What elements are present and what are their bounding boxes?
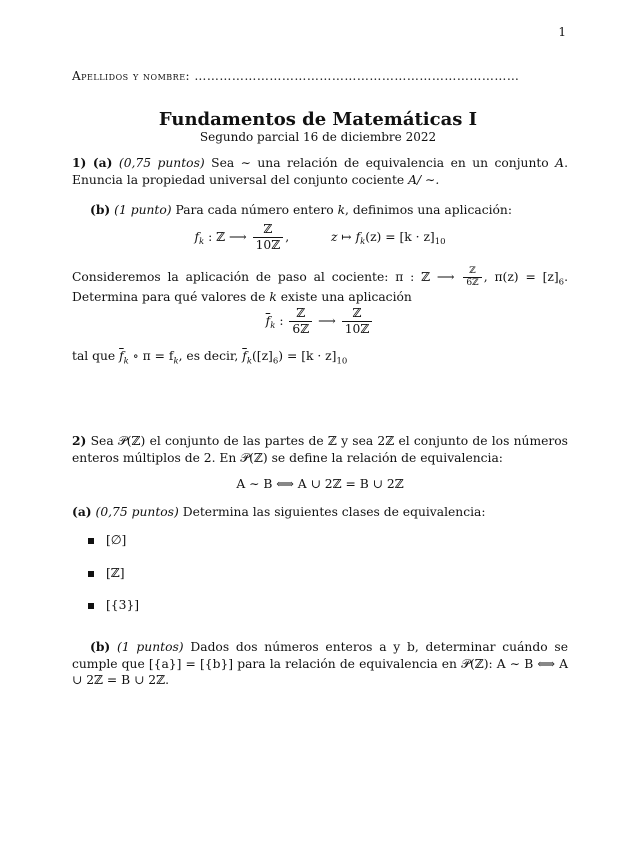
fk-symbol: f: [194, 229, 199, 244]
such-bar-f-2: $\overline{f}$: [242, 349, 247, 363]
q1b-label: (b): [90, 202, 111, 217]
q2-number: 2): [72, 433, 87, 448]
fk-rule-sub2: 10: [434, 237, 446, 248]
consider-text-1: Consideremos la aplicación de paso al cociente: π : ℤ ⟶: [72, 269, 455, 284]
consider-text-3: . Determina para qué valores de: [72, 269, 569, 304]
bar-den1: 6ℤ: [292, 321, 310, 336]
fk-den: 10ℤ: [255, 237, 281, 252]
q1a-quotient: A/ ∼.: [408, 172, 440, 187]
bar-f-sub: k: [270, 321, 276, 332]
q2a-text: Determina las siguientes clases de equivalencia:: [182, 505, 486, 519]
bar-codomain-fraction: [342, 306, 373, 337]
bullet-icon: [88, 571, 94, 577]
fk-codomain-fraction: [253, 222, 284, 253]
q1b-text-2: , definimos una aplicación:: [345, 203, 512, 217]
consider-text-4: existe una aplicación: [280, 289, 412, 304]
page-number: 1: [558, 25, 566, 39]
q1a-points: (0,75 puntos): [118, 156, 205, 170]
fk-rule-sub: k: [360, 237, 366, 248]
pi-num: ℤ: [463, 266, 481, 278]
bullet-icon: [88, 538, 94, 544]
q2a-label: (a): [72, 504, 92, 519]
q1-number: 1): [72, 155, 87, 170]
such-fk-sub: k: [173, 356, 179, 367]
q2-intro-text: Sea 𝒫(ℤ) el conjunto de las partes de ℤ y sea 2ℤ el conjunto de los números enteros múltiplos de 2. En 𝒫(ℤ) se define la relación de equivalencia:: [72, 434, 568, 465]
such-text-2: ∘ π = f: [132, 349, 174, 363]
bar-num2: ℤ: [342, 306, 373, 322]
page-subtitle: Segundo parcial 16 de diciembre 2022: [199, 130, 437, 144]
fk-num: ℤ: [253, 222, 284, 238]
q2a-paragraph: [72, 504, 568, 521]
pi-den: 6ℤ: [466, 277, 479, 288]
list-item: [88, 597, 139, 614]
consider-k: k: [269, 289, 277, 304]
bar-arrow: ⟶: [318, 313, 336, 328]
such-text-5: ) = [k · z]: [278, 349, 337, 363]
bar-f-symbol: $\overline{f}$: [265, 313, 271, 328]
such-sub-6: 6: [272, 356, 279, 367]
fk-rule: z ↦ f: [330, 229, 361, 244]
bar-colon: :: [279, 313, 284, 328]
q2b-points: (1 puntos): [117, 640, 184, 654]
such-bar-f-sub: k: [123, 356, 129, 367]
consider-sub: 6: [558, 277, 565, 288]
class-three: [{3}]: [106, 598, 140, 612]
name-line: [72, 68, 519, 84]
such-sub-10: 10: [336, 356, 348, 367]
consider-text-2: , π(z) = [z]: [483, 269, 559, 284]
class-empty-set: [∅]: [106, 533, 127, 547]
bar-domain-fraction: [289, 306, 312, 337]
q2-intro-paragraph: [72, 433, 568, 466]
pi-codomain-fraction: [463, 266, 481, 289]
page-title: Fundamentos de Matemáticas I: [158, 109, 478, 130]
q1a-label: (a): [92, 155, 113, 170]
name-dots: ……………………………………………………………………: [194, 69, 520, 83]
fk-comma: ,: [285, 229, 290, 244]
q1a-set-a: A: [555, 156, 565, 170]
such-bar-f-sub-2: k: [246, 356, 252, 367]
fk-sub: k: [199, 237, 205, 248]
q1b-k: k: [337, 203, 346, 217]
q2b-text: Dados dos números enteros a y b, determinar cuándo se cumple que [{a}] = [{b}] para la relación de equivalencia en 𝒫(ℤ): A ∼ B ⟺ A ∪ 2ℤ = B ∪ 2ℤ.: [72, 640, 568, 688]
such-text-1: tal que: [72, 349, 116, 363]
q1a-paragraph: [72, 155, 568, 188]
q2a-points: (0,75 puntos): [95, 505, 179, 519]
class-integers: [ℤ]: [106, 566, 125, 580]
q2b-label: (b): [90, 639, 111, 654]
bullet-icon: [88, 603, 94, 609]
q1b-points: (1 punto): [114, 203, 172, 217]
bar-den2: 10ℤ: [344, 321, 370, 336]
q1b-paragraph: [72, 202, 568, 219]
q1b-text: Para cada número entero: [175, 203, 334, 217]
fk-rule-2: (z) = [k · z]: [365, 229, 435, 244]
q2b-paragraph: [72, 639, 568, 689]
such-text-3: , es decir,: [178, 349, 239, 363]
name-label: Apellidos y nombre:: [72, 69, 191, 83]
q2-relation-formula: A ∼ B ⟺ A ∪ 2ℤ = B ∪ 2ℤ: [236, 477, 404, 491]
such-text-4: ([z]: [251, 349, 273, 363]
q1a-text-2: . Enuncia la propiedad universal del conjunto cociente: [72, 156, 568, 187]
bar-fk-formula: [72, 306, 568, 337]
such-bar-f: $\overline{f}$: [119, 349, 124, 363]
q1b-such-that: [72, 348, 568, 368]
bar-num1: ℤ: [289, 306, 312, 322]
map-fk-formula: [72, 222, 568, 253]
fk-domain: : ℤ ⟶: [208, 229, 247, 244]
q1b-consider-paragraph: [72, 266, 568, 305]
list-item: [88, 565, 125, 582]
q1a-text-1: Sea ∼ una relación de equivalencia en un conjunto: [211, 156, 549, 170]
list-item: [88, 532, 126, 549]
